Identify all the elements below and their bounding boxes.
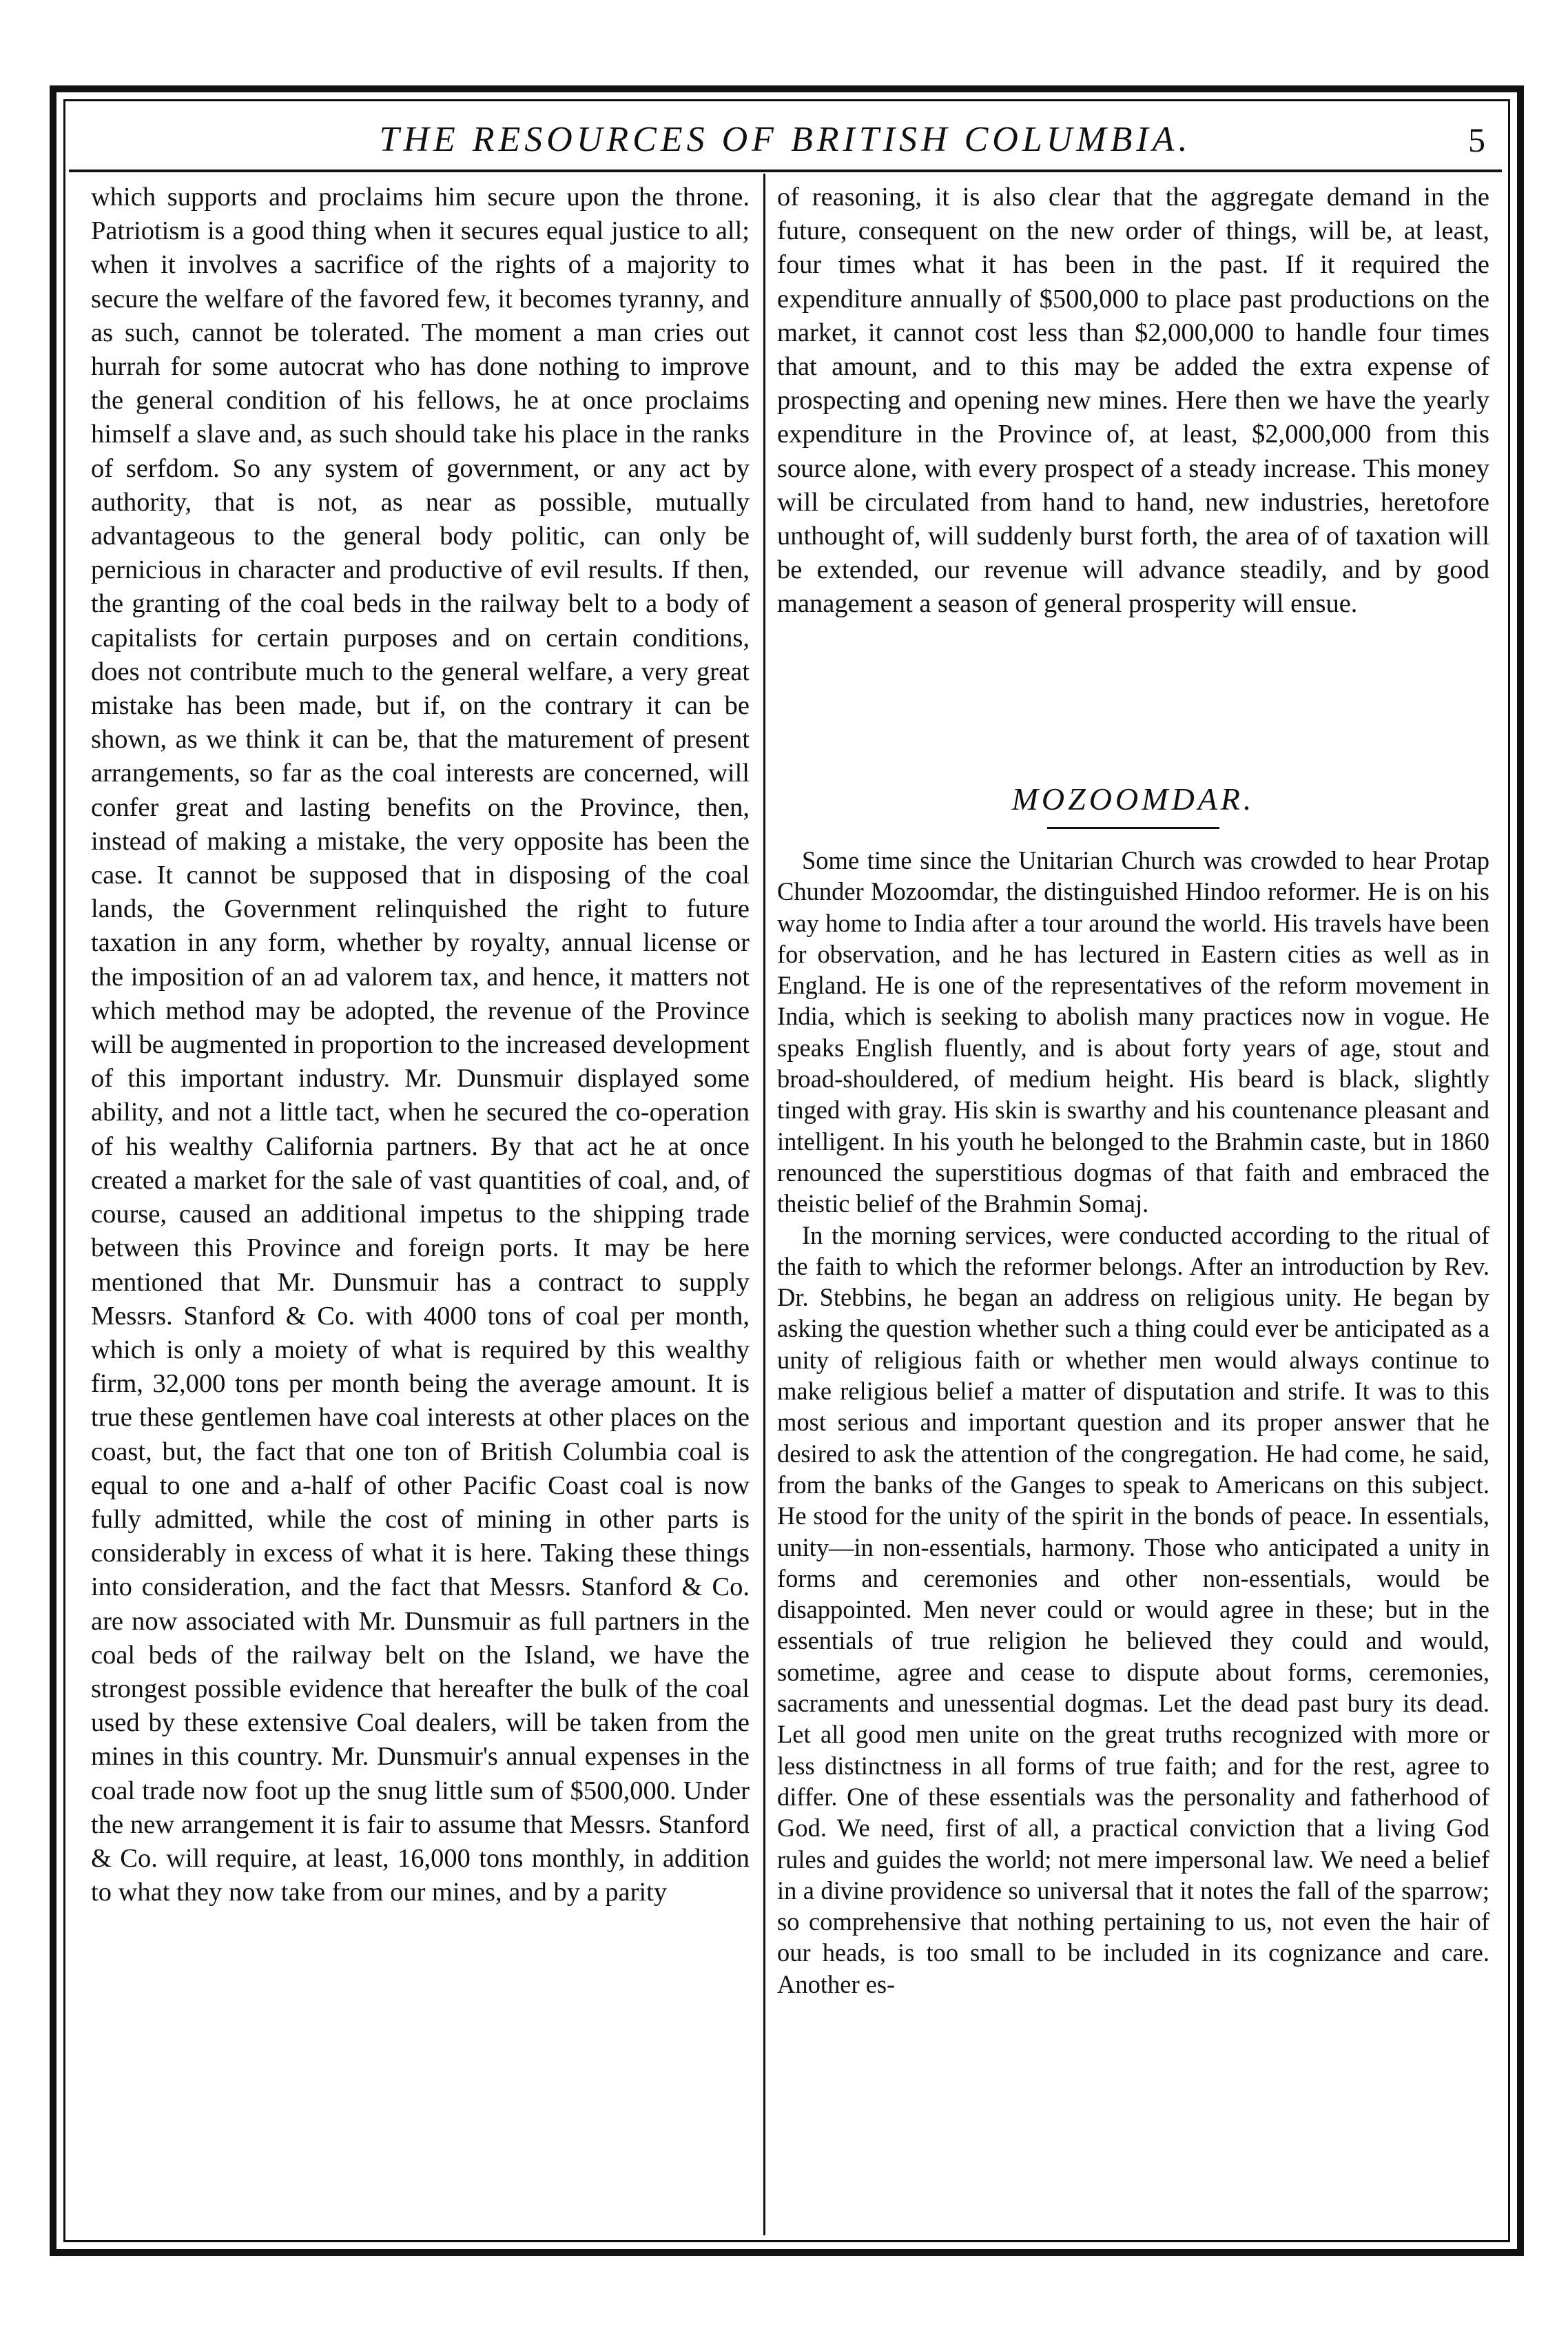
left-column (91, 181, 750, 1909)
article-paragraph-2: In the morning services, were conducted according to the ritual of the faith to which the reformer belongs. After an introduction by Rev. Dr. Stebbins, he began an address on religious unity. He began by asking the question whether such a thing could ever be anticipated as a unity of religious faith or whether men would always continue to make religious belief a matter of disputation and strife. It was to this most serious and important question and its proper answer that he desired to ask the attention of the congregation. He had come, he said, from the banks of the Ganges to speak to Americans on this subject. He stood for the unity of the spirit in the bonds of peace. In essentials, unity—in non-essentials, harmony. Those who anticipated a unity in forms and ceremonies and other non-essentials, would be disappointed. Men never could or would agree in these; but in the essentials of true religion he believed they could and would, sometime, agree and cease to dispute about forms, ceremonies, sacraments and unessential dogmas. Let the dead past bury its dead. Let all good men unite on the great truths recognized with more or less distinctness in all forms of true faith; and for the rest, agree to differ. One of these essentials was the personality and fatherhood of God. We need, first of all, a practical conviction that a living God rules and guides the world; not mere impersonal law. We need a belief in a divine providence so universal that it notes the fall of the sparrow; so comprehensive that nothing pertaining to us, not even the hair of our heads, is too small to be included in its cognizance and care. Another es- (777, 1220, 1489, 1998)
article-title: MOZOOMDAR. (1011, 781, 1255, 817)
column-divider (763, 174, 765, 2235)
right-column-continuation (777, 181, 1489, 622)
article-paragraph-1: Some time since the Unitarian Church was crowded to hear Protap Chunder Mozoomdar, the distinguished Hindoo reformer. He is on his way home to India after a tour around the world. His travels have been for observation, and he has lectured in Eastern cities as well as in England. He is one of the representatives of the reform movement in India, which is seeking to abolish many practices now in vogue. He speaks English fluently, and is about forty years of age, stout and broad-shouldered, of medium height. His beard is black, slightly tinged with gray. His skin is swarthy and his countenance pleasant and intelligent. In his youth he belonged to the Brahmin caste, but in 1860 renounced the superstitious dogmas of that faith and embraced the theistic belief of the Brahmin Somaj. (777, 846, 1489, 1218)
header-rule (69, 170, 1502, 172)
article-title-rule (1047, 827, 1219, 829)
article-body (777, 845, 1489, 2000)
header-title: THE RESOURCES OF BRITISH COLUMBIA. (379, 120, 1192, 159)
left-column-paragraph: which supports and proclaims him secure upon the throne. Patriotism is a good thing when it secures equal justice to all; when it involves a sacrifice of the rights of a majority to secure the welfare of the favored few, it becomes tyranny, and as such, cannot be tolerated. The moment a man cries out hurrah for some autocrat who has done nothing to improve the general condition of his fellows, he at once proclaims himself a slave and, as such should take his place in the ranks of serfdom. So any system of government, or any act by authority, that is not, as near as possible, mutually advantageous to the general body politic, can only be pernicious in character and productive of evil results. If then, the granting of the coal beds in the railway belt to a body of capitalists for certain purposes and on certain conditions, does not contribute much to the general welfare, a very great mistake has been made, but if, on the contrary it can be shown, as we think it can be, that the maturement of present arrangements, so far as the coal interests are concerned, will confer great and lasting benefits on the Province, then, instead of making a mistake, the very opposite has been the case. It cannot be supposed that in disposing of the coal lands, the Government relinquished the right to future taxation in any form, whether by royalty, annual license or the imposition of an ad valorem tax, and hence, it matters not which method may be adopted, the revenue of the Province will be augmented in proportion to the increased development of this important industry. Mr. Dunsmuir displayed some ability, and not a little tact, when he secured the co-operation of his wealthy California partners. By that act he at once created a market for the sale of vast quantities of coal, and, of course, caused an additional impetus to the shipping trade between this Province and foreign ports. It may be here mentioned that Mr. Dunsmuir has a contract to supply Messrs. Stanford & Co. with 4000 tons of coal per month, which is only a moiety of what is required by this wealthy firm, 32,000 tons per month being the average amount. It is true these gentlemen have coal interests at other places on the coast, but, the fact that one ton of British Columbia coal is equal to one and a-half of other Pacific Coast coal is now fully admitted, while the cost of mining in other parts is considerably in excess of what it is here. Taking these things into consideration, and the fact that Messrs. Stanford & Co. are now associated with Mr. Dunsmuir as full partners in the coal beds of the railway belt on the Island, we have the strongest possible evidence that hereafter the bulk of the coal used by these extensive Coal dealers, will be taken from the mines in this country. Mr. Dunsmuir's annual expenses in the coal trade now foot up the snug little sum of $500,000. Under the new arrangement it is fair to assume that Messrs. Stanford & Co. will require, at least, 16,000 tons monthly, in addition to what they now take from our mines, and by a parity (91, 183, 750, 1907)
running-header (69, 110, 1502, 170)
right-column-paragraph: of reasoning, it is also clear that the aggregate demand in the future, consequent on the new order of things, will be, at least, four times what it has been in the past. If it required the expenditure annually of $500,000 to place past productions on the market, it cannot cost less than $2,000,000 to handle four times that amount, and to this may be added the extra expense of prospecting and opening new mines. Here then we have the yearly expenditure in the Province of, at least, $2,000,000 from this source alone, with every prospect of a steady increase. This money will be circulated from hand to hand, new industries, heretofore unthought of, will suddenly burst forth, the area of of taxation will be extended, our revenue will advance steadily, and by good management a season of general prosperity will ensue. (777, 183, 1489, 619)
page-number: 5 (1468, 121, 1485, 159)
